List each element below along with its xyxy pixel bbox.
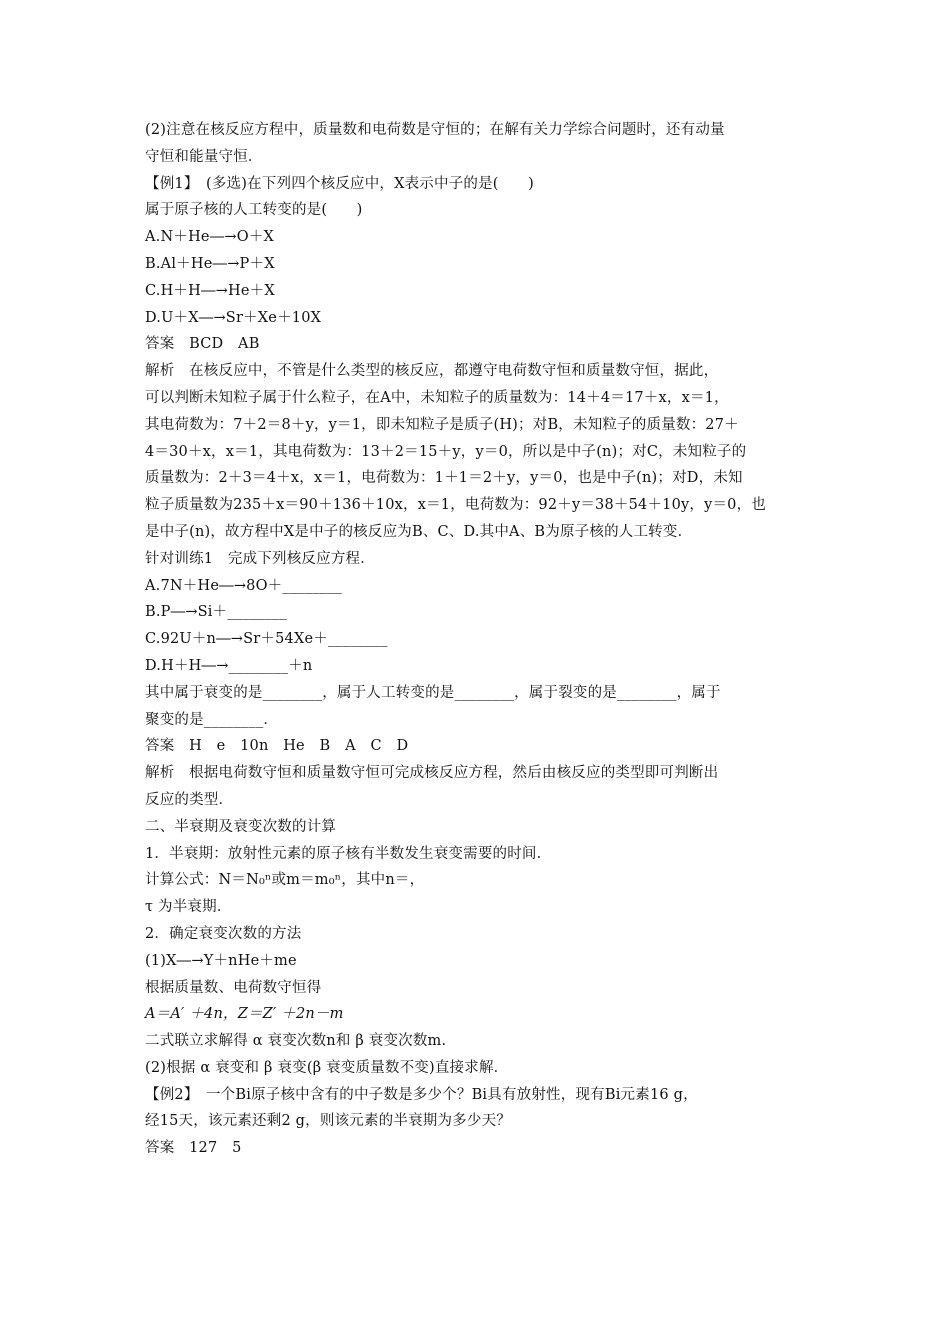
text-line: 根据质量数、电荷数守恒得 [145,979,322,996]
section-heading: 二、半衰期及衰变次数的计算 [145,818,337,835]
exercise-option-b: B.P―→Si＋________ [145,604,287,621]
analysis-line: 可以判断未知粒子属于什么粒子，在A中，未知粒子的质量数为：14＋4＝17＋x，x＝1， [145,389,729,406]
text-line: 守恒和能量守恒． [145,148,263,165]
text-line: (2)注意在核反应方程中，质量数和电荷数是守恒的；在解有关力学综合问题时，还有动量 [145,122,725,138]
option-c: C.H＋H―→He＋X [145,282,275,299]
question-line: 聚变的是________． [145,711,279,728]
exercise-option-c: C.92U＋n―→Sr＋54Xe＋________ [145,631,388,648]
example-2-heading: 【例2】 一个Bi原子核中含有的中子数是多少个？Bi具有放射性，现有Bi元素16 g， [145,1086,698,1103]
analysis-line: 4＝30＋x，x＝1，其电荷数为：13＋2＝15＋y，y＝0，所以是中子(n)；对C，未知粒子的 [145,443,747,460]
text-line: τ 为半衰期． [145,899,232,916]
analysis-line: 解析 根据电荷数守恒和质量数守恒可完成核反应方程，然后由核反应的类型即可判断出 [145,765,719,782]
exercise-1-heading: 针对训练1 完成下列核反应方程． [145,550,375,567]
formula-line: 计算公式：N＝N₀ⁿ或m＝m₀ⁿ，其中n＝， [145,872,425,889]
text-line: 1．半衰期：放射性元素的原子核有半数发生衰变需要的时间． [145,845,552,862]
text-line: (2)根据 α 衰变和 β 衰变(β 衰变质量数不变)直接求解． [145,1059,509,1076]
question-line: 经15天，该元素还剩2 g，则该元素的半衰期为多少天？ [145,1113,511,1130]
answer-line: 答案 H e 10n He B A C D [145,738,409,755]
exercise-option-d: D.H＋H―→________＋n [145,657,313,674]
formula-line: (1)X―→Y＋nHe＋me [145,952,297,969]
analysis-line: 其电荷数为：7＋2＝8＋y，y＝1，即未知粒子是质子(H)；对B，未知粒子的质量数：27＋ [145,416,739,433]
option-b: B.Al＋He―→P＋X [145,255,275,272]
text-line: 2．确定衰变次数的方法 [145,925,302,942]
analysis-line: 反应的类型． [145,791,234,808]
exercise-option-a: A.7N＋He―→8O＋________ [145,577,342,594]
analysis-line: 解析 在核反应中，不管是什么类型的核反应，都遵守电荷数守恒和质量数守恒，据此， [145,363,719,380]
analysis-line: 是中子(n)，故方程中X是中子的核反应为B、C、D.其中A、B为原子核的人工转变． [145,523,693,540]
text-line: 二式联立求解得 α 衰变次数n和 β 衰变次数m. [145,1033,447,1050]
option-a: A.N＋He―→O＋X [145,229,275,246]
formula-line: A＝A′ ＋4n，Z＝Z′ ＋2n－m [145,1006,344,1023]
answer-line: 答案 BCD AB [145,336,260,353]
analysis-line: 粒子质量数为235＋x＝90＋136＋10x，x＝1，电荷数为：92＋y＝38＋54＋10y，y＝0，也 [145,497,767,514]
answer-line: 答案 127 5 [145,1140,242,1157]
example-1-heading: 【例1】 (多选)在下列四个核反应中，X表示中子的是( ) [145,175,534,192]
analysis-line: 质量数为：2＋3＝4＋x，x＝1，电荷数为：1＋1＝2＋y，y＝0，也是中子(n)；对D，未知 [145,470,743,487]
question-line: 其中属于衰变的是________，属于人工转变的是________，属于裂变的是________，属于 [145,684,721,701]
document-page [145,117,810,1162]
option-d: D.U＋X―→Sr＋Xe＋10X [145,309,322,326]
question-line: 属于原子核的人工转变的是( ) [145,202,363,219]
